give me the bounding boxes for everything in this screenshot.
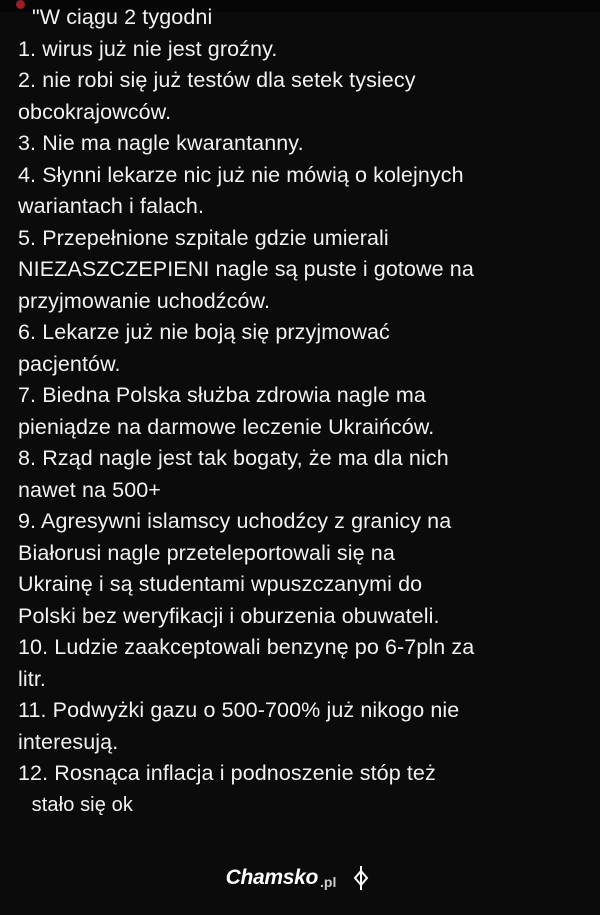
post-line: przyjmowanie uchodźców. <box>18 288 271 313</box>
post-line: 6. Lekarze już nie boją się przyjmować <box>18 320 390 344</box>
post-line: 3. Nie ma nagle kwarantanny. <box>18 131 304 155</box>
post-line: 10. Ludzie zaakceptowali benzynę po 6-7pln za <box>18 635 475 659</box>
watermark-name: Chamsko <box>225 866 319 889</box>
post-line: 5. Przepełnione szpitale gdzie umierali <box>18 225 389 250</box>
post-line: 1. wirus już nie jest groźny. <box>18 36 278 61</box>
post-line: 9. Agresywni islamscy uchodźcy z granicy na <box>18 509 452 533</box>
post-line: 2. nie robi się już testów dla setek tysiecy <box>18 68 416 92</box>
post-line: litr. <box>18 666 46 691</box>
watermark <box>0 865 600 891</box>
post-line: Białorusi nagle przeteleportowali się na <box>18 540 395 565</box>
post-line: stało się ok <box>26 793 133 816</box>
post-line: Ukrainę i są studentami wpuszczanymi do <box>18 572 423 596</box>
post-line: 7. Biedna Polska służba zdrowia nagle ma <box>18 383 426 407</box>
post-line: pieniądze na darmowe leczenie Ukraińców. <box>18 414 435 439</box>
chamsko-logo-icon <box>348 865 374 891</box>
post-line: NIEZASZCZEPIENI nagle są puste i gotowe na <box>18 257 474 281</box>
post-line: 12. Rosnąca inflacja i podnoszenie stóp też <box>18 761 436 785</box>
post-line: wariantach i falach. <box>18 194 205 218</box>
post-line: 8. Rząd nagle jest tak bogaty, że ma dla nich <box>18 446 449 470</box>
post-line: "W ciągu 2 tygodni <box>32 5 213 29</box>
post-line: Polski bez weryfikacji i oburzenia obuwateli. <box>18 603 440 628</box>
watermark-tld: .pl <box>320 874 337 890</box>
post-text-block <box>18 2 582 821</box>
post-line: 4. Słynni lekarze nic już nie mówią o kolejnych <box>18 162 464 187</box>
post-line: pacjentów. <box>18 351 121 376</box>
post-line: nawet na 500+ <box>18 477 161 502</box>
post-line: 11. Podwyżki gazu o 500-700% już nikogo nie <box>18 698 460 722</box>
post-line: interesują. <box>18 729 119 754</box>
post-line: obcokrajowców. <box>18 99 172 124</box>
